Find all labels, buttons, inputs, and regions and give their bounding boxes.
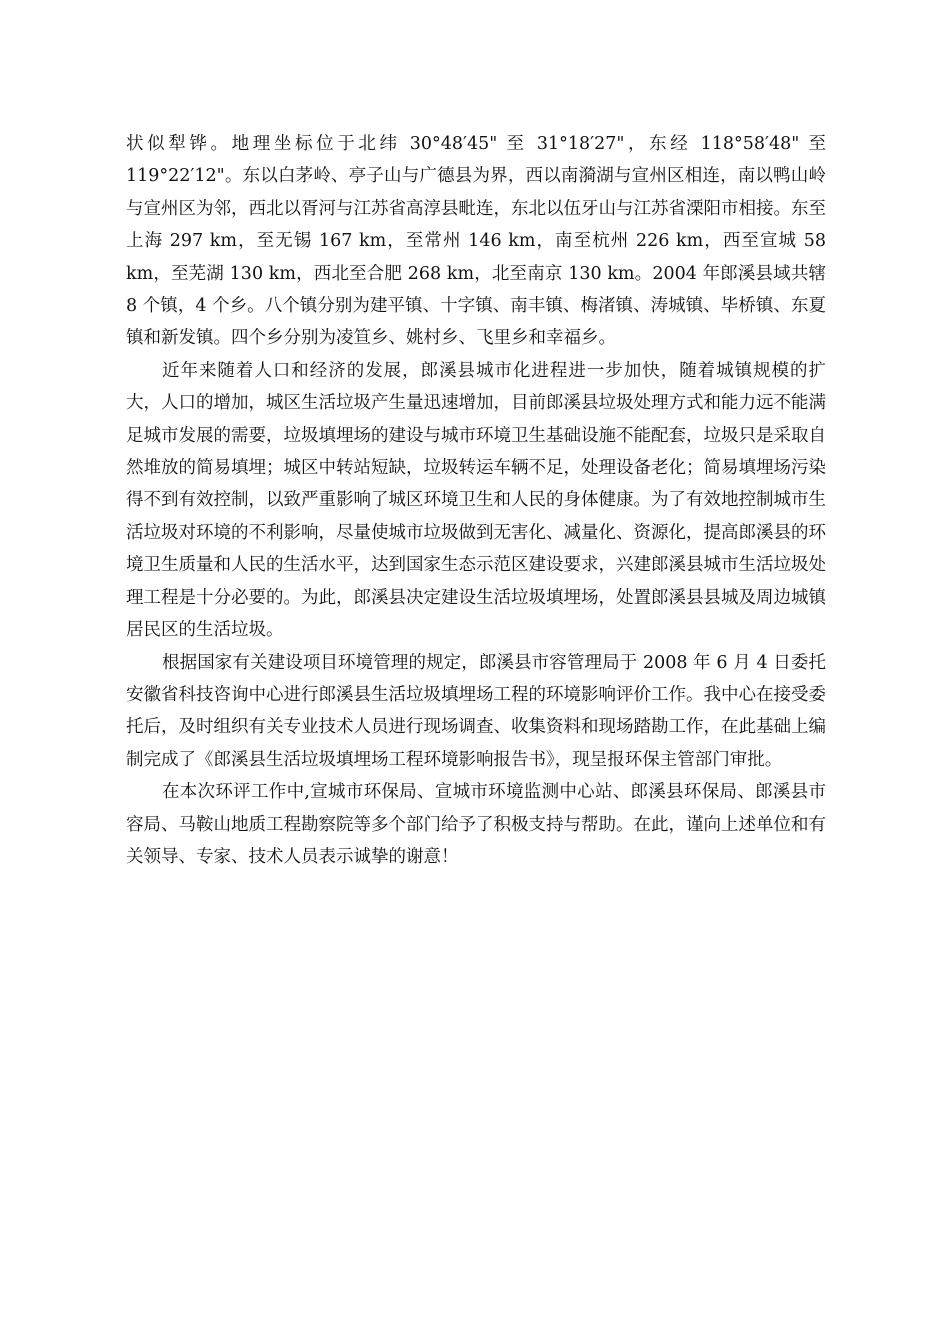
paragraph-acknowledgement: 在本次环评工作中,宣城市环保局、宣城市环境监测中心站、郎溪县环保局、郎溪县市容局、马鞍山地质工程勘察院等多个部门给予了积极支持与帮助。在此，谨向上述单位和有关领导、专家、技术人员表示诚挚的谢意！ (126, 782, 826, 867)
paragraph-location: 状似犁铧。地理坐标位于北纬 30°48′45" 至 31°18′27"，东经 118°58′48" 至 119°22′12"。东以白茅岭、亭子山与广德县为界，西以南漪湖与宣州区相连，南以鸭山岭与宣州区为邻，西北以胥河与江苏省高淳县毗连，东北以伍牙山与江苏省溧阳市相接。东至上海 297 km，至无锡 167 km，至常州 146 km，南至杭州 226 km，西至宣城 58 km，至芜湖 130 km，西北至合肥 268 km，北至南京 130 km。2004 年郎溪县域共辖 8 个镇，4 个乡。八个镇分别为建平镇、十字镇、南丰镇、梅渚镇、涛城镇、毕桥镇、东夏镇和新发镇。四个乡分别为凌笪乡、姚村乡、飞里乡和幸福乡。 (126, 134, 826, 349)
document-body (126, 128, 826, 873)
paragraph-commission: 根据国家有关建设项目环境管理的规定，郎溪县市容管理局于 2008 年 6 月 4 日委托安徽省科技咨询中心进行郎溪县生活垃圾填埋场工程的环境影响评价工作。我中心在接受委托后，及时组织有关专业技术人员进行现场调查、收集资料和现场踏勘工作，在此基础上编制完成了《郎溪县生活垃圾填埋场工程环境影响报告书》，现呈报环保主管部门审批。 (126, 652, 826, 770)
paragraph-background: 近年来随着人口和经济的发展，郎溪县城市化进程进一步加快，随着城镇规模的扩大，人口的增加，城区生活垃圾产生量迅速增加，目前郎溪县垃圾处理方式和能力远不能满足城市发展的需要，垃圾填埋场的建设与城市环境卫生基础设施不能配套，垃圾只是采取自然堆放的简易填埋；城区中转站短缺，垃圾转运车辆不足，处理设备老化；简易填埋场污染得不到有效控制，以致严重影响了城区环境卫生和人民的身体健康。为了有效地控制城市生活垃圾对环境的不利影响，尽量使城市垃圾做到无害化、减量化、资源化，提高郎溪县的环境卫生质量和人民的生活水平，达到国家生态示范区建设要求，兴建郎溪县城市生活垃圾处理工程是十分必要的。为此，郎溪县决定建设生活垃圾填埋场，处置郎溪县县城及周边城镇居民区的生活垃圾。 (126, 360, 826, 641)
